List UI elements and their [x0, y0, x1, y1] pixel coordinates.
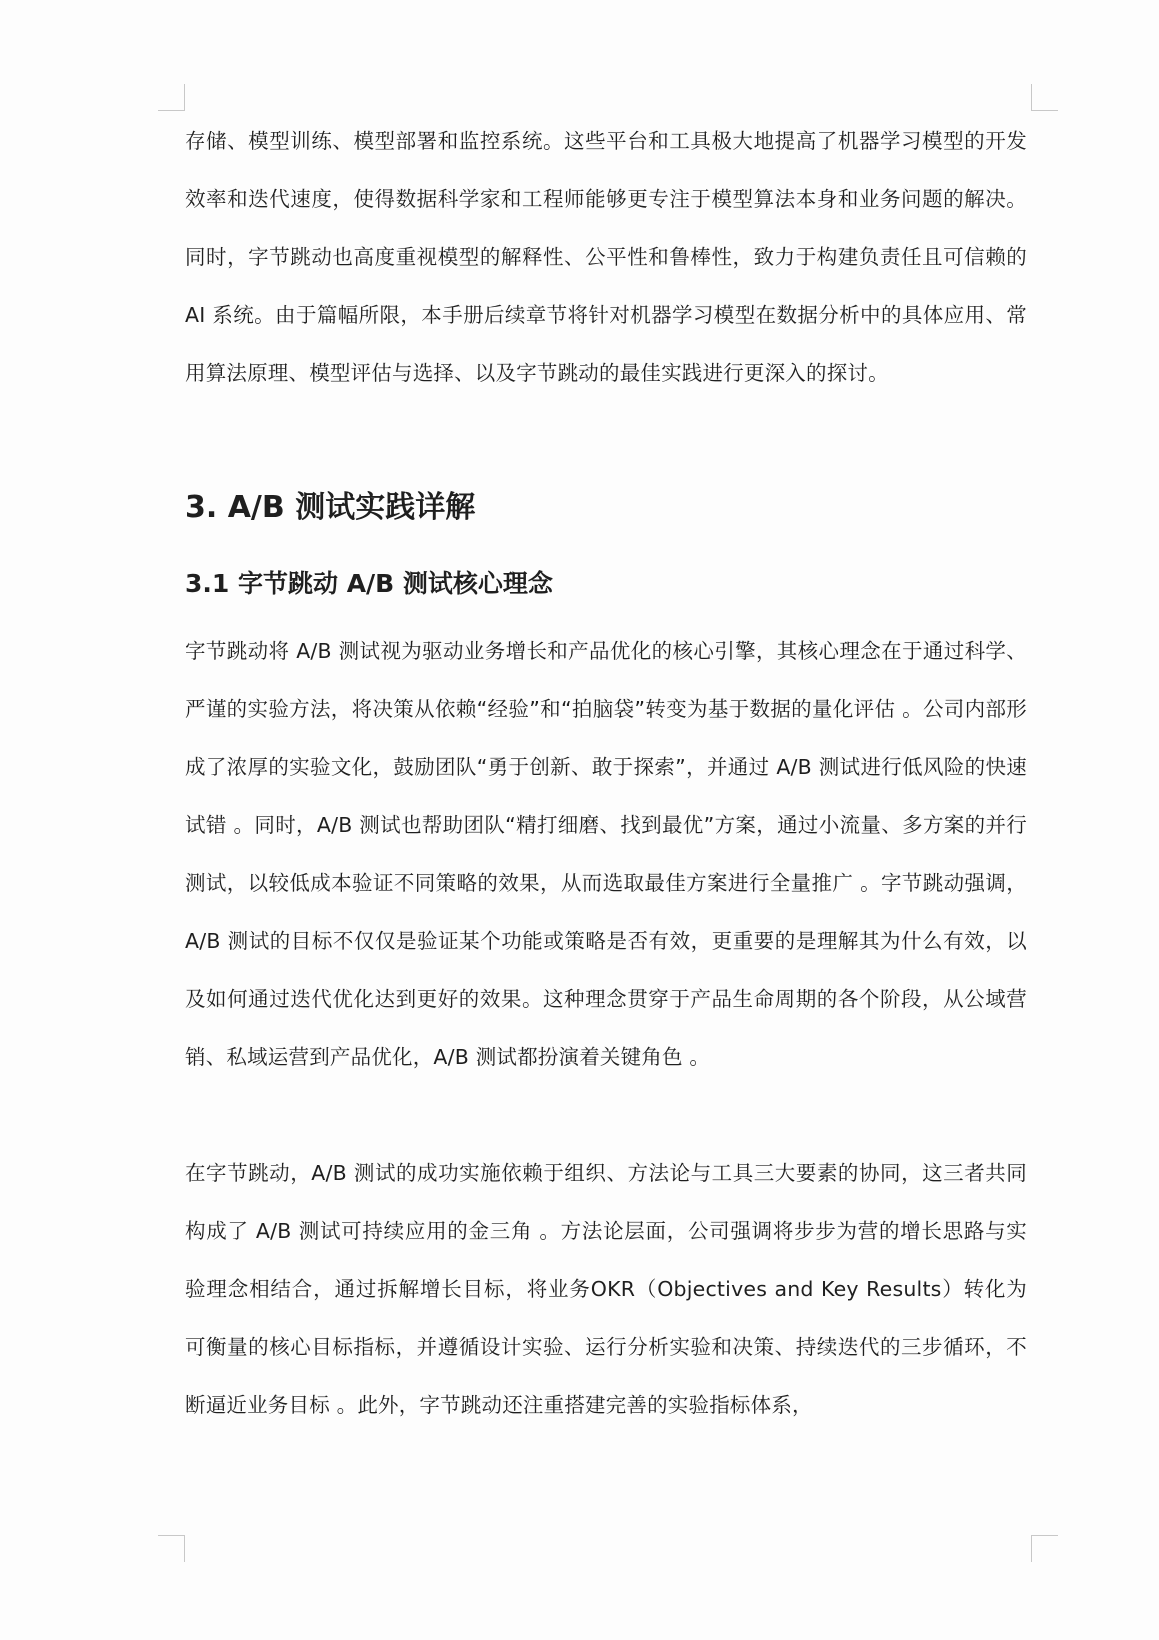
crop-mark-top-left	[158, 84, 185, 111]
paragraph-continuation: 存储、模型训练、模型部署和监控系统。这些平台和工具极大地提高了机器学习模型的开发效率和迭代速度，使得数据科学家和工程师能够更专注于模型算法本身和业务问题的解决。同时，字节跳动也高度重视模型的解释性、公平性和鲁棒性，致力于构建负责任且可信赖的 AI 系统。由于篇幅所限，本手册后续章节将针对机器学习模型在数据分析中的具体应用、常用算法原理、模型评估与选择、以及字节跳动的最佳实践进行更深入的探讨。	[185, 129, 1027, 385]
subsection-heading: 3.1 字节跳动 A/B 测试核心理念	[185, 569, 553, 598]
crop-mark-bottom-left	[158, 1535, 185, 1562]
crop-mark-top-right	[1031, 84, 1058, 111]
paragraph-core-concept: 字节跳动将 A/B 测试视为驱动业务增长和产品优化的核心引擎，其核心理念在于通过科学、严谨的实验方法，将决策从依赖“经验”和“拍脑袋”转变为基于数据的量化评估 。公司内部形成了浓厚的实验文化，鼓励团队“勇于创新、敢于探索”，并通过 A/B 测试进行低风险的快速试错 。同时，A/B 测试也帮助团队“精打细磨、找到最优”方案，通过小流量、多方案的并行测试，以较低成本验证不同策略的效果，从而选取最佳方案进行全量推广 。字节跳动强调，A/B 测试的目标不仅仅是验证某个功能或策略是否有效，更重要的是理解其为什么有效，以及如何通过迭代优化达到更好的效果。这种理念贯穿于产品生命周期的各个阶段，从公域营销、私域运营到产品优化，A/B 测试都扮演着关键角色 。	[185, 639, 1027, 1069]
page-content	[185, 112, 1027, 1434]
section-heading: 3. A/B 测试实践详解	[185, 490, 476, 525]
paragraph-success-factors: 在字节跳动，A/B 测试的成功实施依赖于组织、方法论与工具三大要素的协同，这三者共同构成了 A/B 测试可持续应用的金三角 。方法论层面，公司强调将步步为营的增长思路与实验理念相结合，通过拆解增长目标，将业务OKR（Objectives and Key Results）转化为可衡量的核心目标指标，并遵循设计实验、运行分析实验和决策、持续迭代的三步循环，不断逼近业务目标 。此外，字节跳动还注重搭建完善的实验指标体系，	[185, 1161, 1027, 1417]
crop-mark-bottom-right	[1031, 1535, 1058, 1562]
